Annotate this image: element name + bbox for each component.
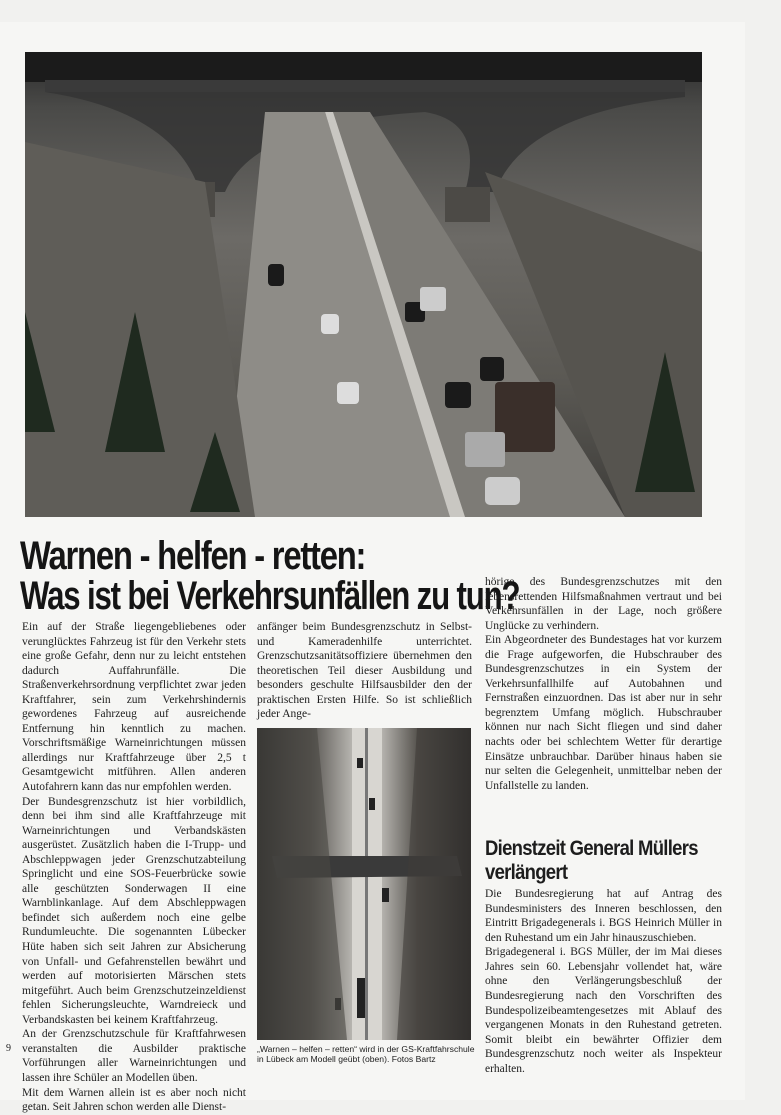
article-column-1 (22, 620, 246, 1115)
article-column-3 (485, 575, 722, 1076)
photo-highway-model-bridge (25, 52, 702, 517)
photo-caption: „Warnen – helfen – retten“ wird in der GS-Kraftfahrschule in Lübeck am Modell geübt (oben). Fotos Bartz (257, 1043, 475, 1065)
paragraph: anfänger beim Bundesgrenzschutz in Selbst- und Kameradenhilfe unterrichtet. Grenzschutzsanitätsoffiziere übernehmen den theoretischen Teil dieser Ausbildung und besonders geschulte Hilfsausbilder den der praktischen Ersten Hilfe. So ist schließlich jeder Ange- (257, 621, 472, 721)
sidebar-article-body (485, 887, 722, 1076)
sidebar-headline: Dienstzeit General Müllers verlängert (485, 837, 698, 885)
page-number: 9 (6, 1043, 11, 1054)
paragraph: hörige des Bundesgrenzschutzes mit den lebensrettenden Hilfsmaßnahmen vertraut und bei Verkehrsunfällen in der Lage, noch größere Unglücke zu verhindern. (485, 576, 722, 632)
paragraph: Die Bundesregierung hat auf Antrag des Bundesministers des Inneren beschlossen, den Eintritt Brigadegenerals i. BGS Heinrich Müller in den Ruhestand um ein Jahr hinauszuschieben. (485, 888, 722, 944)
article-column-2 (257, 620, 475, 1065)
paragraph: Der Bundesgrenzschutz ist hier vorbildlich, denn bei ihm sind alle Kraftfahrzeuge mit Warneinrichtungen und Verbandskästen ausgerüstet. Zusätzlich haben die I-Trupp- und Abschleppwagen jeder Grenzschutzabteilung Springlicht und eine SOS-Feuerbrücke sowie alle geschützten Sonderwagen II eine Warnblinkanlage. Auf dem Abschleppwagen befindet sich außerdem noch eine gelbe Rundumleuchte. Die sogenannten Lübecker Hüte haben sich seit Jahren zur Absicherung von Unfall- und Gefahrenstellen bewährt und werden auf motorisierten Märschen stets mitgeführt. Auch beim Grenzschutzeinzeldienst fehlen Sicherungsleuchte, Warndreieck und Verbandskasten bei keinem Kraftfahrzeug. (22, 795, 246, 1026)
headline-line-1: Warnen - helfen - retten: (20, 534, 366, 578)
headline-line-2: Was ist bei Verkehrsunfällen zu tun? (20, 574, 520, 618)
photo-highway-model-aerial (257, 728, 471, 1040)
paragraph: Ein auf der Straße liegengebliebenes oder verunglücktes Fahrzeug ist für den Verkehr stets eine große Gefahr, denn nur zu leicht entstehen dadurch Auffahrunfälle. Die Straßenverkehrsordnung verpflichtet zwar jeden Kraftfahrer, sein zum Verkehrshindernis gewordenes Fahrzeug auf ausreichende Entfernung hin kenntlich zu machen. Vorschriftsmäßige Warneinrichtungen müssen allerdings nur Kraftfahrzeuge über 2,5 t Gesamtgewicht mitführen. Allen anderen Autofahrern kann das nur empfohlen werden. (22, 621, 246, 794)
paragraph: Mit dem Warnen allein ist es aber noch nicht getan. Seit Jahren schon werden alle Dienst- (22, 1086, 246, 1114)
paragraph: Brigadegeneral i. BGS Müller, der im Mai dieses Jahres sein 60. Lebensjahr vollendet hat, wäre ohne den Verlängerungsbeschluß der Bundesregierung nach den Vorschriften des Bundespolizeibeamtengesetzes mit Ablauf des vergangenen Monats in den Ruhestand getreten. Somit bleibt ein bewährter Offizier dem Bundesgrenzschutz noch weiter als Inspekteur erhalten. (485, 946, 722, 1075)
paragraph: Ein Abgeordneter des Bundestages hat vor kurzem die Frage aufgeworfen, die Hubschrauber des Bundesgrenzschutzes in ein System der Verkehrsunfallhilfe auf Autobahnen und Fernstraßen einzuordnen. Das ist aber nur in sehr begrenztem Umfang möglich. Hubschrauber können nur nach Sicht fliegen und sind daher nachts oder bei schlechtem Wetter für derartige Einsätze unbrauchbar. Darüber hinaus haben sie nur selten die Gelegenheit, unmittelbar neben der Unfallstelle zu landen. (485, 634, 722, 792)
paragraph: An der Grenzschutzschule für Kraftfahrwesen veranstalten die Ausbilder praktische Vorführungen aller Warneinrichtungen und lassen ihre Schüler an Modellen üben. (22, 1028, 246, 1084)
